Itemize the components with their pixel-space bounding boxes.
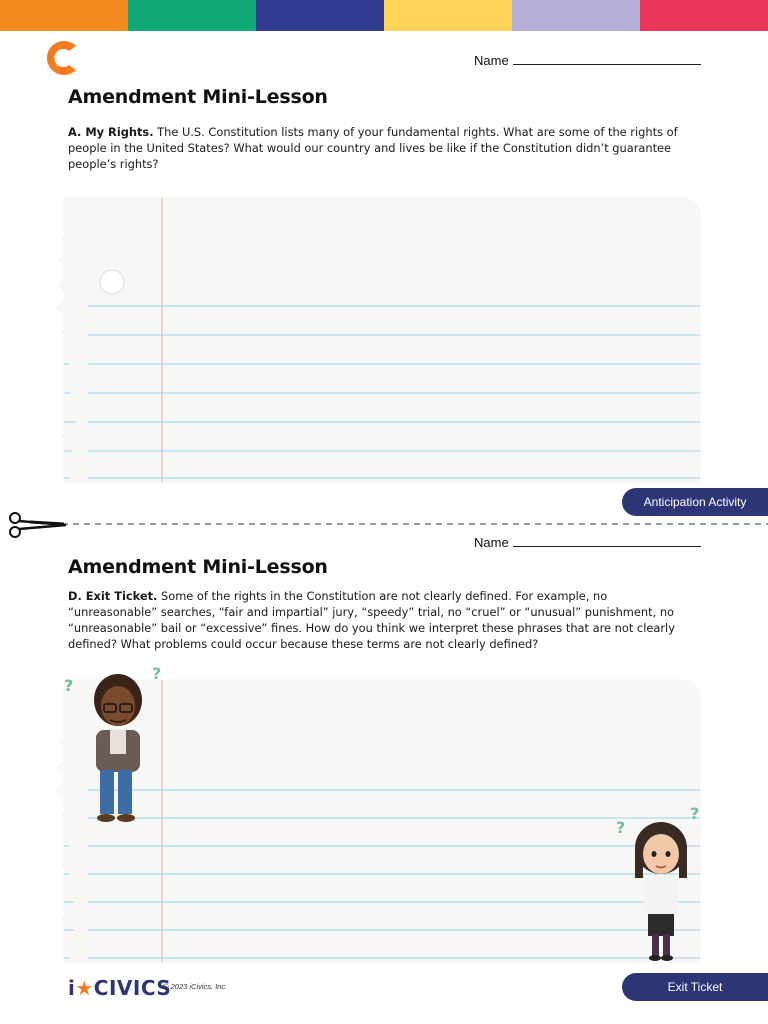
- confused-woman-illustration: [628, 818, 694, 964]
- question-mark-icon: ?: [64, 676, 74, 695]
- prompt-lead: A. My Rights.: [68, 125, 154, 139]
- torn-edge-a: [48, 198, 88, 482]
- icivics-logo: [68, 976, 171, 1000]
- tab-exit-ticket: Exit Ticket: [622, 973, 768, 1001]
- name-label: Name: [474, 535, 509, 550]
- name-underline[interactable]: [513, 536, 701, 547]
- prompt-a: [68, 124, 696, 172]
- color-segment: [256, 0, 384, 31]
- question-mark-icon: ?: [690, 804, 700, 823]
- name-field-a[interactable]: [474, 53, 701, 68]
- prompt-text: Some of the rights in the Constitution are not clearly defined. For example, no “unreasonable” searches, “fair and impartial” jury, “speedy” trial, no “cruel” or “unusual” punishment, no “unreasonable” bail or “excessive” fines. How do you think we interpret these phrases that are not clearly defined? What problems could occur because these terms are not clearly defined?: [68, 589, 675, 651]
- ruled-lines-a: [64, 198, 700, 482]
- name-underline[interactable]: [513, 54, 701, 65]
- copyright-text: © 2023 iCivics, Inc.: [163, 982, 228, 991]
- question-mark-icon: ?: [616, 818, 626, 837]
- tab-anticipation-activity: Anticipation Activity: [622, 488, 768, 516]
- logo-text-suffix: CIVICS: [93, 976, 172, 1000]
- prompt-d: [68, 588, 696, 652]
- confused-man-illustration: [80, 666, 158, 824]
- worksheet-title-d: Amendment Mini-Lesson: [68, 556, 328, 578]
- color-segment: [384, 0, 512, 31]
- icivics-c-star-icon: [42, 38, 80, 78]
- scissors-icon: [6, 511, 68, 539]
- color-stripe-header: [0, 0, 768, 31]
- color-segment: [128, 0, 256, 31]
- prompt-text: The U.S. Constitution lists many of your fundamental rights. What are some of the rights of people in the United States? What would our country and lives be like if the Constitution didn’t guarantee people’s rights?: [68, 125, 678, 171]
- color-segment: [0, 0, 128, 31]
- notebook-paper-d[interactable]: [64, 680, 700, 962]
- logo-text-prefix: i: [68, 976, 76, 1000]
- color-segment: [640, 0, 768, 31]
- color-segment: [512, 0, 640, 31]
- notebook-paper-a[interactable]: [64, 198, 700, 482]
- star-icon: ★: [75, 976, 94, 1000]
- name-field-d[interactable]: [474, 535, 701, 550]
- ruled-lines-d: [64, 680, 700, 962]
- worksheet-title-a: Amendment Mini-Lesson: [68, 86, 328, 108]
- prompt-lead: D. Exit Ticket.: [68, 589, 158, 603]
- name-label: Name: [474, 53, 509, 68]
- question-mark-icon: ?: [152, 664, 162, 683]
- cut-dashed-line: [0, 523, 768, 525]
